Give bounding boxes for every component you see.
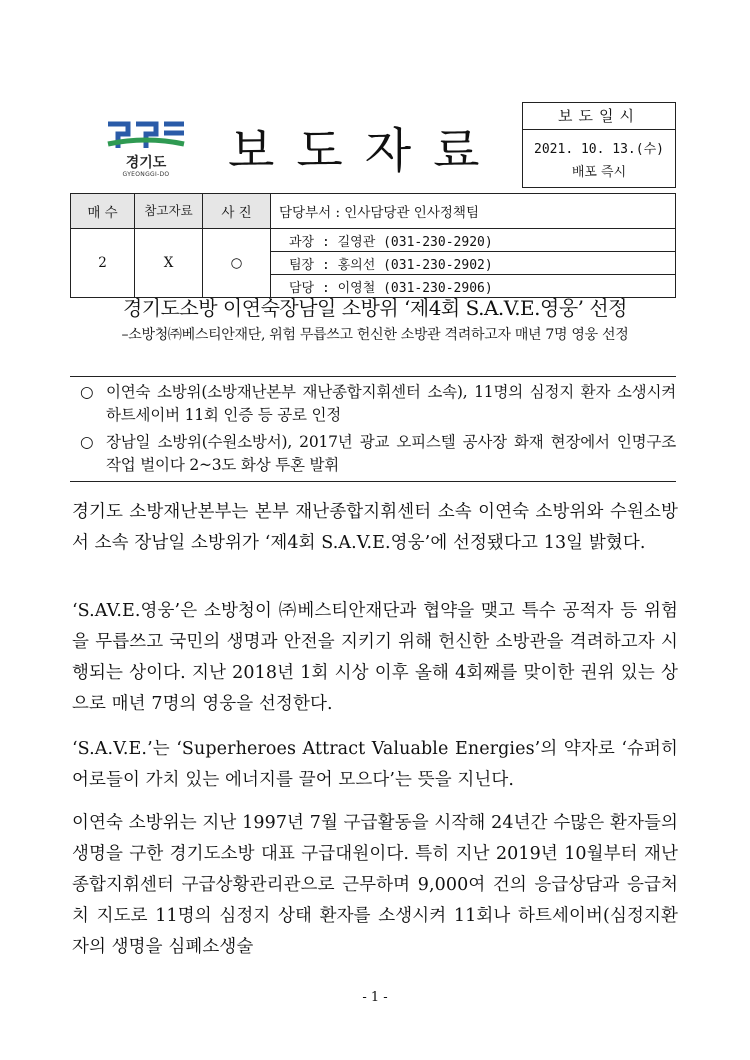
header-pages: 매 수 — [71, 194, 135, 229]
release-date-box — [522, 102, 676, 188]
body-paragraph: ‘S.AV.E.영웅’은 소방청이 ㈜베스티안재단과 협약을 맺고 특수 공적자 등 위험을 무릅쓰고 국민의 생명과 안전을 지키기 위해 헌신한 소방관을 격려하고자 시행되는 상이다. 지난 2018년 1회 시상 이후 올해 4회째를 맞이한 권위 있는 상으로 매년 7명의 영웅을 선정한다. — [72, 601, 678, 714]
logo-subtext: GYEONGGI-DO — [122, 171, 170, 178]
info-table — [70, 193, 676, 298]
contact-staff: 담당 : 이영철 (031-230-2906) — [271, 275, 676, 298]
summary-text: 장남일 소방위(수원소방서), 2017년 광교 오피스텔 공사장 화재 현장에서 인명구조 작업 벌이다 2~3도 화상 투혼 발휘 — [106, 433, 676, 474]
summary-text: 이연숙 소방위(소방재난본부 재난종합지휘센터 소속), 11명의 심정지 환자 소생시켜 하트세이버 11회 인증 등 공로 인정 — [106, 383, 676, 424]
logo-name: 경기도 — [125, 155, 167, 171]
contact-team-leader: 팀장 : 홍의선 (031-230-2902) — [271, 252, 676, 275]
department: 담당부서 : 인사담당관 인사정책팀 — [271, 194, 676, 229]
circle-bullet-icon: ○ — [80, 383, 94, 401]
value-pages: 2 — [71, 229, 135, 298]
circle-bullet-icon: ○ — [80, 433, 94, 451]
header-references: 참고자료 — [135, 194, 203, 229]
contact-director: 과장 : 길영관 (031-230-2920) — [271, 229, 676, 252]
gyeonggi-logo — [104, 120, 188, 182]
headline: 경기도소방 이연숙장남일 소방위 ‘제4회 S.A.V.E.영웅’ 선정 — [122, 296, 628, 320]
header-photos: 사 진 — [203, 194, 271, 229]
release-header: 보도일시 — [523, 103, 675, 130]
release-date: 2021. 10. 13.(수) — [534, 142, 664, 157]
value-references: X — [135, 229, 203, 298]
document-title: 보도자료 — [228, 123, 502, 179]
value-photos: ○ — [203, 229, 271, 298]
body-paragraph: 경기도 소방재난본부는 본부 재난종합지휘센터 소속 이연숙 소방위와 수원소방서 소속 장남일 소방위가 ‘제4회 S.A.V.E.영웅’에 선정됐다고 13일 밝혔다. — [72, 502, 678, 553]
body-paragraph: ‘S.A.V.E.’는 ‘Superheroes Attract Valuable Energies’의 약자로 ‘슈퍼히어로들이 가치 있는 에너지를 끌어 모으다’는 뜻을 지닌다. — [72, 739, 678, 790]
gyeonggi-logo-icon — [106, 120, 186, 154]
subtitle: –소방청㈜베스티안재단, 위험 무릅쓰고 헌신한 소방관 격려하고자 매년 7명 영웅 선정 — [121, 327, 629, 343]
summary-box — [70, 376, 676, 482]
release-distribution: 배포 즉시 — [571, 165, 627, 180]
body-paragraph: 이연숙 소방위는 지난 1997년 7월 구급활동을 시작해 24년간 수많은 환자들의 생명을 구한 경기도소방 대표 구급대원이다. 특히 지난 2019년 10월부터 재난종합지휘센터 구급상황관리관으로 근무하며 9,000여 건의 응급상담과 응급처치 지도로 11명의 심정지 상태 환자를 소생시켜 11회나 하트세이버(심정지환자의 생명을 심폐소생술 — [72, 813, 678, 957]
page-number: - 1 - — [362, 990, 388, 1005]
